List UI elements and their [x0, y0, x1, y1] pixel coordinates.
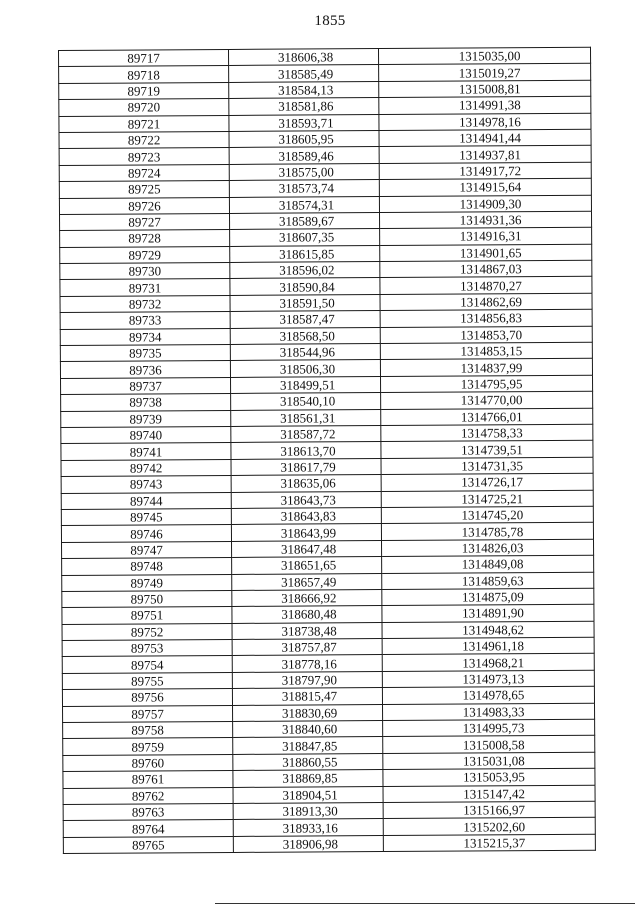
x-coordinate-cell: 318643,83	[231, 507, 381, 524]
y-coordinate-cell: 1315147,42	[383, 785, 595, 803]
table-row	[63, 834, 595, 854]
x-coordinate-cell: 318738,48	[232, 622, 382, 639]
point-number-cell: 89742	[61, 459, 231, 476]
y-coordinate-cell: 1314770,00	[381, 391, 593, 409]
x-coordinate-cell: 318613,70	[231, 442, 381, 459]
y-coordinate-cell: 1314766,01	[381, 408, 593, 426]
y-coordinate-cell: 1315215,37	[383, 834, 595, 852]
y-coordinate-cell: 1314978,16	[379, 113, 591, 131]
y-coordinate-cell: 1314961,18	[382, 637, 594, 655]
coordinates-table	[58, 47, 596, 854]
point-number-cell: 89756	[62, 689, 232, 706]
x-coordinate-cell: 318815,47	[232, 688, 382, 705]
y-coordinate-cell: 1314758,33	[381, 424, 593, 442]
x-coordinate-cell: 318591,50	[230, 294, 380, 311]
y-coordinate-cell: 1314917,72	[379, 162, 591, 180]
y-coordinate-cell: 1314731,35	[381, 457, 593, 475]
point-number-cell: 89719	[59, 82, 229, 99]
y-coordinate-cell: 1314726,17	[381, 473, 593, 491]
y-coordinate-cell: 1314795,95	[380, 375, 592, 393]
y-coordinate-cell: 1315202,60	[383, 818, 595, 836]
y-coordinate-cell: 1314931,36	[379, 211, 591, 229]
point-number-cell: 89745	[61, 508, 231, 525]
y-coordinate-cell: 1314916,31	[380, 228, 592, 246]
point-number-cell: 89741	[61, 443, 231, 460]
point-number-cell: 89762	[63, 787, 233, 804]
x-coordinate-cell: 318606,38	[228, 49, 378, 66]
point-number-cell: 89730	[60, 263, 230, 280]
x-coordinate-cell: 318840,60	[233, 721, 383, 738]
y-coordinate-cell: 1315035,00	[378, 47, 590, 65]
point-number-cell: 89754	[62, 656, 232, 673]
x-coordinate-cell: 318651,65	[232, 557, 382, 574]
point-number-cell: 89738	[61, 394, 231, 411]
y-coordinate-cell: 1314891,90	[382, 605, 594, 623]
point-number-cell: 89746	[61, 525, 231, 542]
point-number-cell: 89727	[60, 213, 230, 230]
y-coordinate-cell: 1314948,62	[382, 621, 594, 639]
y-coordinate-cell: 1314725,21	[381, 490, 593, 508]
point-number-cell: 89743	[61, 476, 231, 493]
x-coordinate-cell: 318643,99	[231, 524, 381, 541]
point-number-cell: 89751	[62, 607, 232, 624]
x-coordinate-cell: 318666,92	[232, 589, 382, 606]
x-coordinate-cell: 318643,73	[231, 491, 381, 508]
x-coordinate-cell: 318906,98	[233, 835, 383, 852]
x-coordinate-cell: 318904,51	[233, 786, 383, 803]
point-number-cell: 89740	[61, 426, 231, 443]
x-coordinate-cell: 318635,06	[231, 475, 381, 492]
point-number-cell: 89763	[63, 803, 233, 820]
point-number-cell: 89732	[60, 295, 230, 312]
x-coordinate-cell: 318561,31	[231, 409, 381, 426]
point-number-cell: 89729	[60, 246, 230, 263]
y-coordinate-cell: 1314983,33	[383, 703, 595, 721]
x-coordinate-cell: 318778,16	[232, 655, 382, 672]
y-coordinate-cell: 1315008,58	[383, 736, 595, 754]
point-number-cell: 89736	[60, 361, 230, 378]
y-coordinate-cell: 1314859,63	[382, 572, 594, 590]
x-coordinate-cell: 318584,13	[229, 81, 379, 98]
y-coordinate-cell: 1315166,97	[383, 801, 595, 819]
y-coordinate-cell: 1314937,81	[379, 146, 591, 164]
point-number-cell: 89734	[60, 328, 230, 345]
x-coordinate-cell: 318797,90	[232, 671, 382, 688]
y-coordinate-cell: 1314968,21	[382, 654, 594, 672]
y-coordinate-cell: 1314837,99	[380, 359, 592, 377]
y-coordinate-cell: 1314856,83	[380, 309, 592, 327]
point-number-cell: 89735	[60, 344, 230, 361]
point-number-cell: 89765	[63, 836, 233, 853]
point-number-cell: 89724	[59, 164, 229, 181]
y-coordinate-cell: 1314909,30	[379, 195, 591, 213]
x-coordinate-cell: 318581,86	[229, 98, 379, 115]
x-coordinate-cell: 318593,71	[229, 114, 379, 131]
x-coordinate-cell: 318757,87	[232, 639, 382, 656]
point-number-cell: 89721	[59, 115, 229, 132]
point-number-cell: 89723	[59, 148, 229, 165]
x-coordinate-cell: 318657,49	[232, 573, 382, 590]
y-coordinate-cell: 1314853,70	[380, 326, 592, 344]
x-coordinate-cell: 318587,47	[230, 311, 380, 328]
y-coordinate-cell: 1314973,13	[382, 670, 594, 688]
y-coordinate-cell: 1314739,51	[381, 441, 593, 459]
page-number: 1855	[314, 13, 346, 29]
y-coordinate-cell: 1314995,73	[383, 719, 595, 737]
x-coordinate-cell: 318869,85	[233, 770, 383, 787]
point-number-cell: 89717	[59, 49, 229, 66]
point-number-cell: 89739	[61, 410, 231, 427]
x-coordinate-cell: 318573,74	[229, 180, 379, 197]
point-number-cell: 89760	[63, 754, 233, 771]
x-coordinate-cell: 318607,35	[230, 229, 380, 246]
x-coordinate-cell: 318540,10	[231, 393, 381, 410]
x-coordinate-cell: 318615,85	[230, 245, 380, 262]
point-number-cell: 89737	[61, 377, 231, 394]
x-coordinate-cell: 318596,02	[230, 262, 380, 279]
y-coordinate-cell: 1314991,38	[379, 96, 591, 114]
y-coordinate-cell: 1314785,78	[381, 523, 593, 541]
y-coordinate-cell: 1314826,03	[382, 539, 594, 557]
y-coordinate-cell: 1314853,15	[380, 342, 592, 360]
y-coordinate-cell: 1314870,27	[380, 277, 592, 295]
point-number-cell: 89731	[60, 279, 230, 296]
point-number-cell: 89753	[62, 640, 232, 657]
point-number-cell: 89726	[59, 197, 229, 214]
point-number-cell: 89733	[60, 312, 230, 329]
y-coordinate-cell: 1315008,81	[379, 80, 591, 98]
y-coordinate-cell: 1314941,44	[379, 129, 591, 147]
y-coordinate-cell: 1314915,64	[379, 178, 591, 196]
point-number-cell: 89755	[62, 672, 232, 689]
coordinates-table-body	[59, 47, 596, 853]
x-coordinate-cell: 318589,46	[229, 147, 379, 164]
x-coordinate-cell: 318589,67	[230, 212, 380, 229]
y-coordinate-cell: 1315019,27	[379, 64, 591, 82]
y-coordinate-cell: 1314745,20	[381, 506, 593, 524]
point-number-cell: 89744	[61, 492, 231, 509]
point-number-cell: 89764	[63, 820, 233, 837]
x-coordinate-cell: 318830,69	[233, 704, 383, 721]
x-coordinate-cell: 318544,96	[230, 344, 380, 361]
point-number-cell: 89748	[62, 558, 232, 575]
point-number-cell: 89750	[62, 590, 232, 607]
point-number-cell: 89728	[60, 230, 230, 247]
point-number-cell: 89720	[59, 99, 229, 116]
point-number-cell: 89722	[59, 131, 229, 148]
point-number-cell: 89749	[62, 574, 232, 591]
y-coordinate-cell: 1314901,65	[380, 244, 592, 262]
point-number-cell: 89725	[59, 181, 229, 198]
y-coordinate-cell: 1314862,69	[380, 293, 592, 311]
y-coordinate-cell: 1315053,95	[383, 768, 595, 786]
point-number-cell: 89761	[63, 771, 233, 788]
y-coordinate-cell: 1314867,03	[380, 260, 592, 278]
x-coordinate-cell: 318499,51	[231, 376, 381, 393]
point-number-cell: 89752	[62, 623, 232, 640]
point-number-cell: 89747	[62, 541, 232, 558]
point-number-cell: 89758	[63, 721, 233, 738]
x-coordinate-cell: 318574,31	[229, 196, 379, 213]
x-coordinate-cell: 318587,72	[231, 426, 381, 443]
x-coordinate-cell: 318847,85	[233, 737, 383, 754]
y-coordinate-cell: 1314978,65	[382, 686, 594, 704]
x-coordinate-cell: 318860,55	[233, 753, 383, 770]
x-coordinate-cell: 318585,49	[229, 65, 379, 82]
x-coordinate-cell: 318568,50	[230, 327, 380, 344]
x-coordinate-cell: 318617,79	[231, 458, 381, 475]
x-coordinate-cell: 318506,30	[230, 360, 380, 377]
point-number-cell: 89718	[59, 66, 229, 83]
x-coordinate-cell: 318575,00	[229, 163, 379, 180]
x-coordinate-cell: 318680,48	[232, 606, 382, 623]
x-coordinate-cell: 318590,84	[230, 278, 380, 295]
y-coordinate-cell: 1315031,08	[383, 752, 595, 770]
point-number-cell: 89757	[63, 705, 233, 722]
x-coordinate-cell: 318913,30	[233, 802, 383, 819]
x-coordinate-cell: 318933,16	[233, 819, 383, 836]
x-coordinate-cell: 318605,95	[229, 130, 379, 147]
bottom-rule	[215, 903, 635, 904]
y-coordinate-cell: 1314875,09	[382, 588, 594, 606]
point-number-cell: 89759	[63, 738, 233, 755]
y-coordinate-cell: 1314849,08	[382, 555, 594, 573]
x-coordinate-cell: 318647,48	[232, 540, 382, 557]
